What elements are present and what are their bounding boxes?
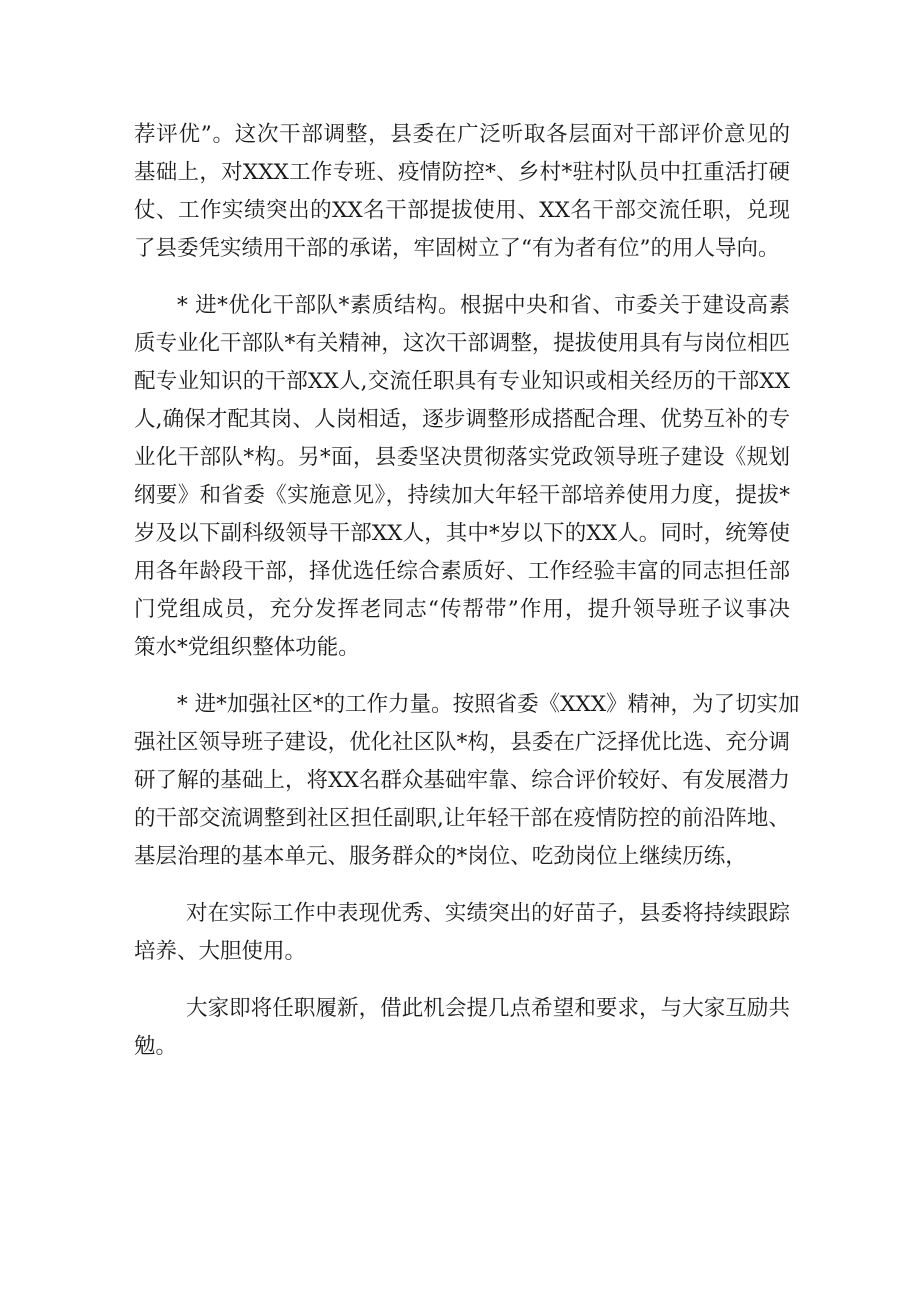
paragraph-line: 对在实际工作中表现优秀、实绩突出的好苗子，县委将持续跟踪 [186, 901, 790, 926]
paragraph-line: 强社区领导班子建设，优化社区队*构，县委在广泛择优比选、充分调 [134, 730, 790, 755]
paragraph-line: 研了解的基础上，将XX名群众基础牢靠、综合评价较好、有发展潜力 [134, 768, 790, 793]
paragraph-5 [134, 990, 790, 1066]
paragraph-line: 仗、工作实绩突出的XX名干部提拔使用、XX名干部交流任职，兑现 [134, 198, 790, 223]
paragraph-line: 用各年龄段干部，择优选任综合素质好、工作经验丰富的同志担任部 [134, 559, 790, 584]
paragraph-1 [134, 116, 790, 268]
paragraph-line: 业化干部队*构。另*面，县委坚决贯彻落实党政领导班子建设《规划 [134, 445, 790, 470]
paragraph-line: 基础上，对XXX工作专班、疫情防控*、乡村*驻村队员中扛重活打硬 [134, 160, 790, 185]
paragraph-4 [134, 895, 790, 971]
paragraph-line: 了县委凭实绩用干部的承诺，牢固树立了“有为者有位”的用人导向。 [134, 236, 780, 261]
paragraph-line: 质专业化干部队*有关精神，这次干部调整，提拔使用具有与岗位相匹 [134, 331, 790, 356]
paragraph-line: 人,确保才配其岗、人岗相适，逐步调整形成搭配合理、优势互补的专 [134, 407, 790, 432]
paragraph-line: 策水*党组织整体功能。 [134, 635, 360, 660]
paragraph-line: 的干部交流调整到社区担任副职,让年轻干部在疫情防控的前沿阵地、 [134, 806, 790, 831]
paragraph-line: 培养、大胆使用。 [134, 939, 307, 964]
paragraph-line: 岁及以下副科级领导干部XX人，其中*岁以下的XX人。同时，统筹使 [134, 521, 790, 546]
paragraph-line: 纲要》和省委《实施意见》，持续加大年轻干部培养使用力度，提拔* [134, 483, 790, 508]
paragraph-line: 配专业知识的干部XX人,交流任职具有专业知识或相关经历的干部XX [134, 369, 790, 394]
paragraph-line: * 进*加强社区*的工作力量。按照省委《XXX》精神，为了切实加 [177, 692, 800, 717]
body-text [134, 116, 800, 1085]
paragraph-2 [134, 287, 790, 667]
paragraph-line: 大家即将任职履新，借此机会提几点希望和要求，与大家互励共 [186, 996, 790, 1021]
paragraph-line: 勉。 [134, 1034, 178, 1059]
paragraph-line: 门党组成员，充分发挥老同志“传帮带”作用，提升领导班子议事决 [134, 597, 790, 622]
paragraph-3 [134, 686, 800, 876]
paragraph-line: 荐评优”。这次干部调整，县委在广泛听取各层面对干部评价意见的 [134, 122, 790, 147]
paragraph-line: * 进*优化干部队*素质结构。根据中央和省、市委关于建设高素 [177, 293, 790, 318]
paragraph-line: 基层治理的基本单元、服务群众的*岗位、吃劲岗位上继续历练， [134, 844, 747, 869]
